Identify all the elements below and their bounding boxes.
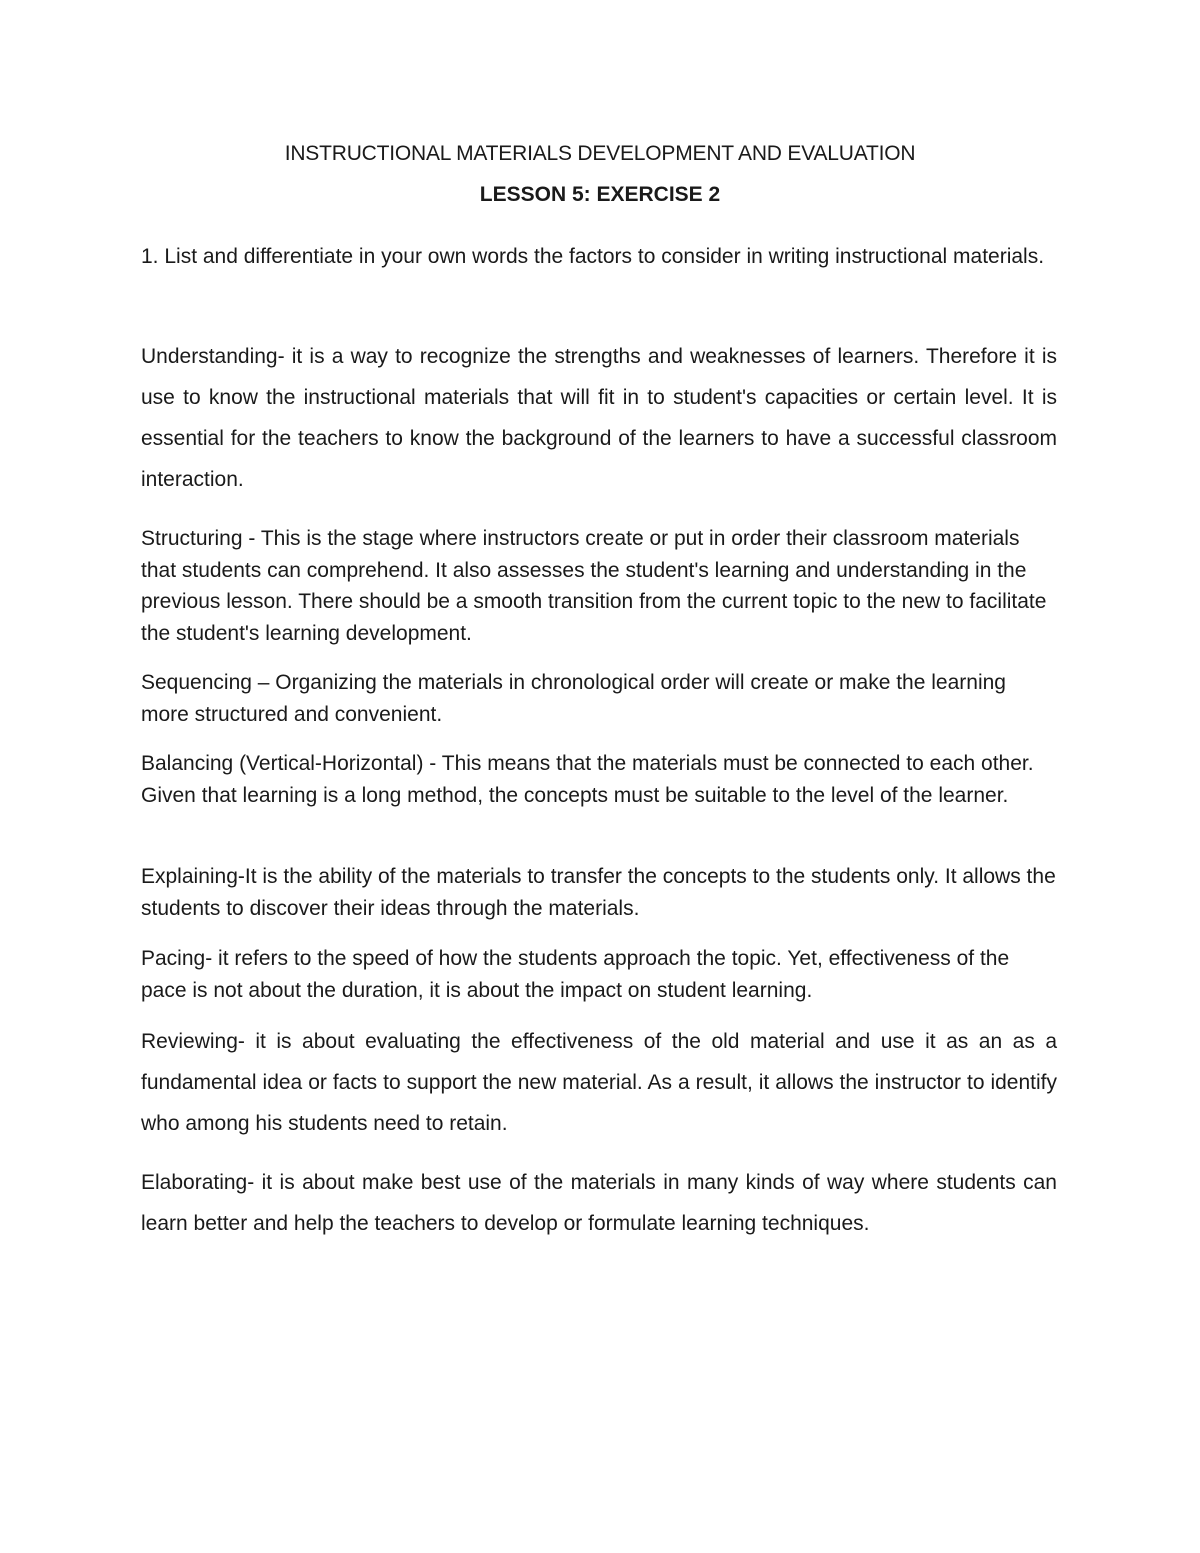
question-text: 1. List and differentiate in your own words the factors to consider in writing instructional materials. — [141, 245, 1045, 268]
paragraph-pacing: Pacing- it refers to the speed of how the students approach the topic. Yet, effectiveness of the pace is not about the duration, it is about the impact on student learning. — [141, 947, 1010, 1002]
paragraph-understanding: Understanding- it is a way to recognize the strengths and weaknesses of learners. Therefore it is use to know the instructional materials that will fit in to student's capacities or certain level. It is essential for the teachers to know the background of the learners to have a successful classroom interaction. — [141, 345, 1057, 491]
paragraph-elaborating: Elaborating- it is about make best use of the materials in many kinds of way where students can learn better and help the teachers to develop or formulate learning techniques. — [141, 1171, 1057, 1235]
lesson-heading: LESSON 5: EXERCISE 2 — [479, 183, 721, 206]
paragraph-sequencing: Sequencing – Organizing the materials in chronological order will create or make the learning more structured and convenient. — [141, 671, 1006, 726]
paragraph-structuring: Structuring - This is the stage where instructors create or put in order their classroom materials that students can comprehend. It also assesses the student's learning and understanding in the previous lesson. There should be a smooth transition from the current topic to the new to facilitate the student's learning development. — [141, 527, 1047, 645]
paragraph-balancing: Balancing (Vertical-Horizontal) - This means that the materials must be connected to each other. Given that learning is a long method, the concepts must be suitable to the level of the learner. — [141, 752, 1034, 807]
paragraph-explaining: Explaining-It is the ability of the materials to transfer the concepts to the students only. It allows the students to discover their ideas through the materials. — [141, 865, 1056, 920]
paragraph-reviewing: Reviewing- it is about evaluating the effectiveness of the old material and use it as an as a fundamental idea or facts to support the new material. As a result, it allows the instructor to identify who among his students need to retain. — [141, 1030, 1057, 1135]
document-title: INSTRUCTIONAL MATERIALS DEVELOPMENT AND EVALUATION — [284, 142, 916, 165]
